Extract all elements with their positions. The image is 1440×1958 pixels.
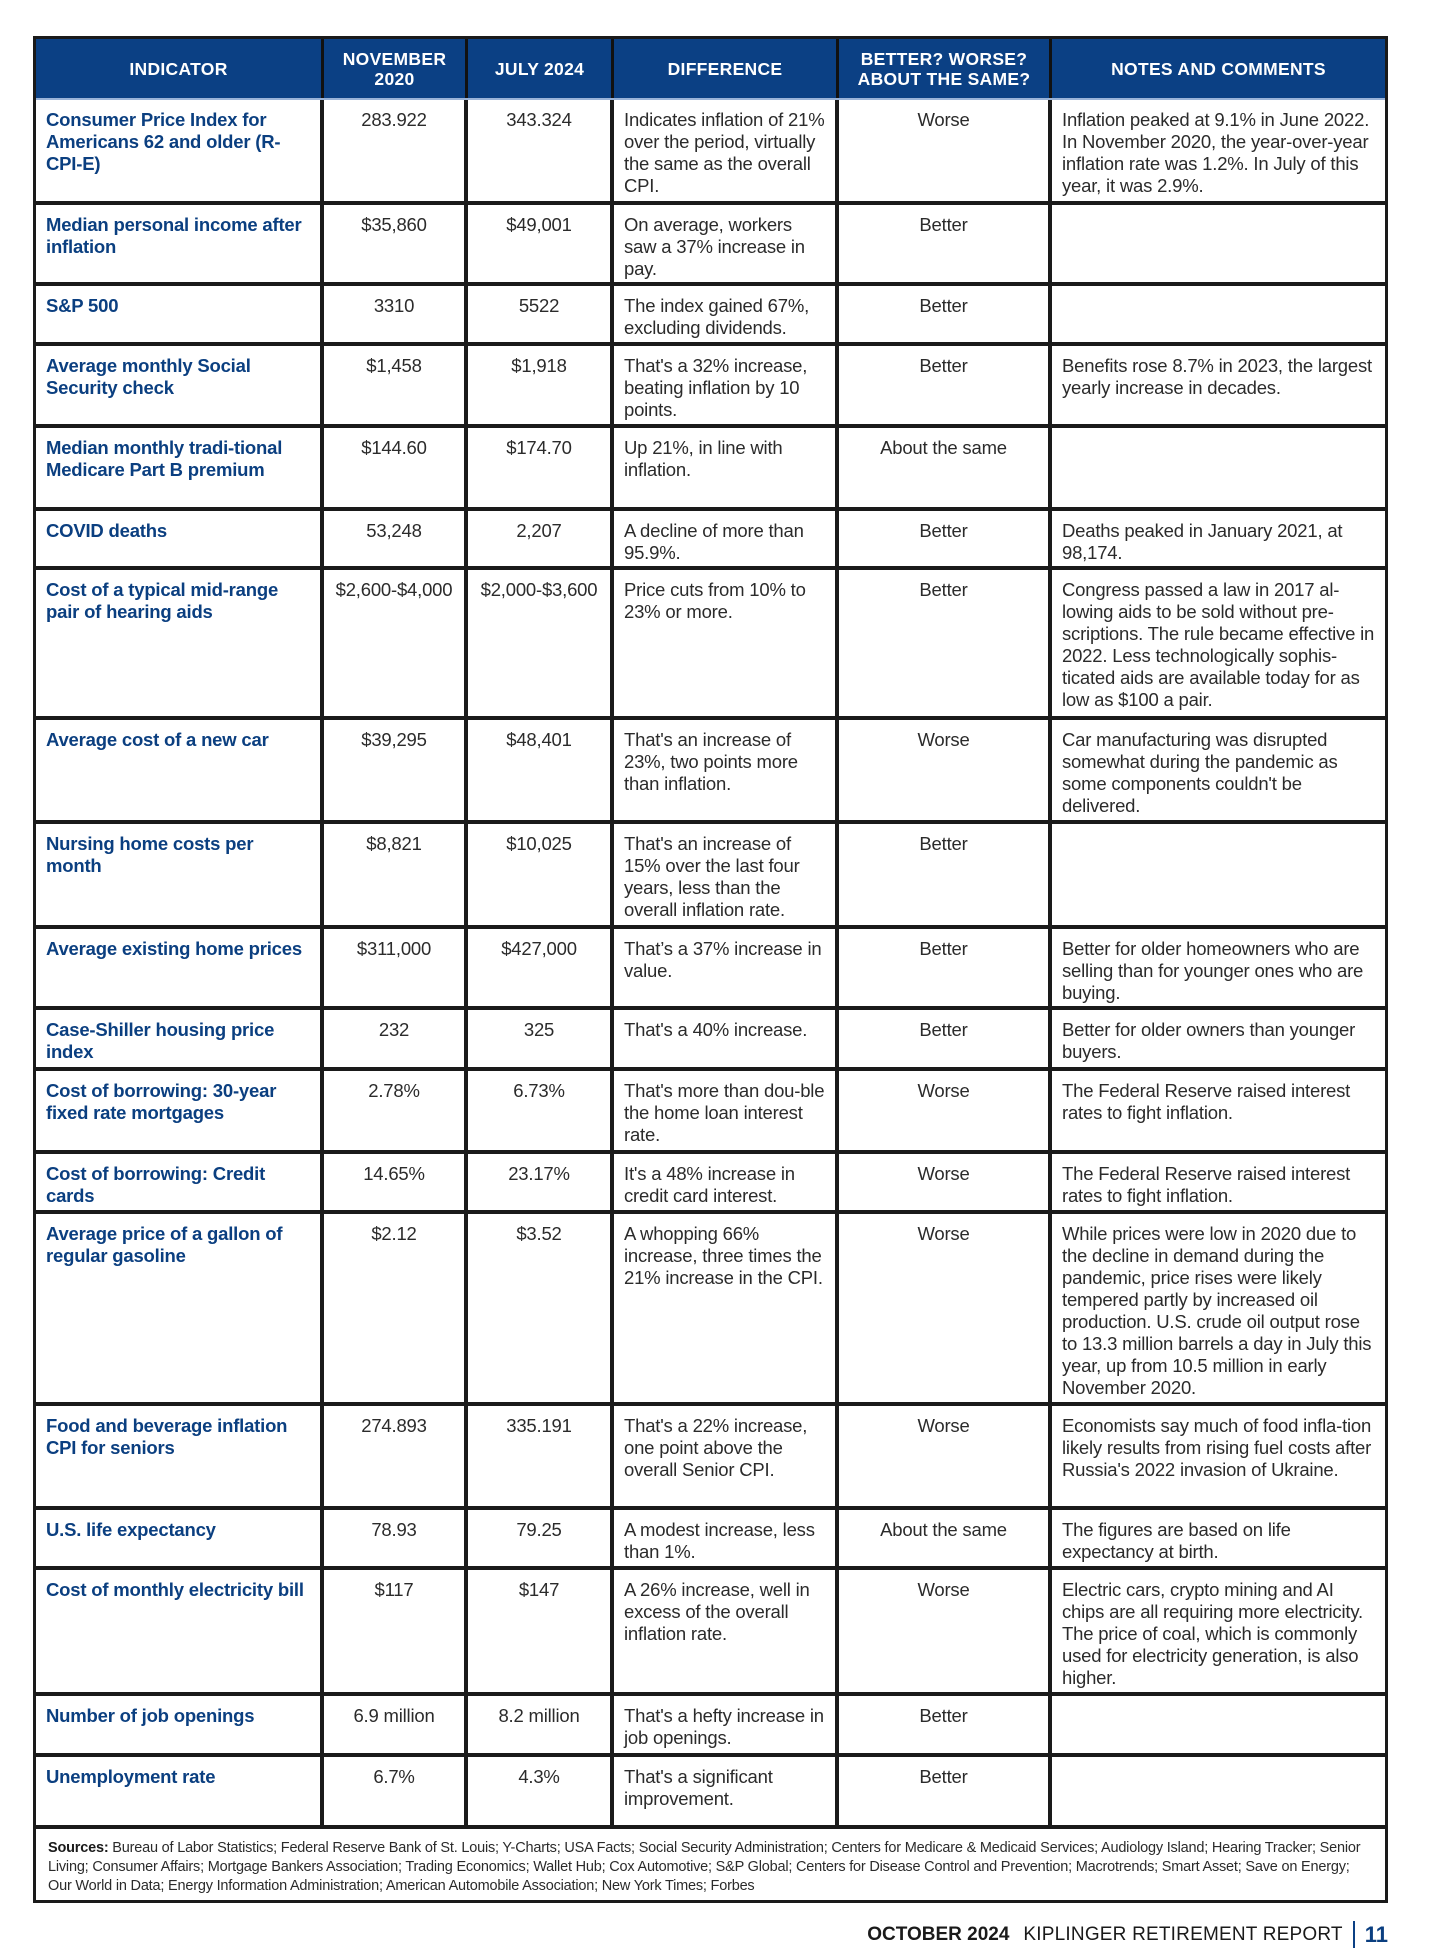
july-2024-value: $10,025 xyxy=(468,824,614,925)
indicator-cell: S&P 500 xyxy=(36,286,324,342)
november-2020-value: 232 xyxy=(324,1010,468,1067)
notes-cell: Benefits rose 8.7% in 2023, the largest yearly increase in decades. xyxy=(1062,355,1372,398)
july-2024-value: 79.25 xyxy=(468,1510,614,1566)
november-2020-value: 283.922 xyxy=(324,100,468,201)
table-row xyxy=(36,1010,1385,1071)
page-footer xyxy=(867,1921,1388,1948)
difference-cell: It's a 48% increase in credit card interest. xyxy=(614,1154,839,1210)
november-2020-value: $39,295 xyxy=(324,720,468,820)
assessment-cell: Worse xyxy=(839,1406,1052,1506)
november-2020-value: 53,248 xyxy=(324,511,468,566)
table-row xyxy=(36,570,1385,720)
difference-cell: Price cuts from 10% to 23% or more. xyxy=(614,570,839,716)
difference-cell: That's a 40% increase. xyxy=(614,1010,839,1067)
assessment-cell: Better xyxy=(839,1757,1052,1825)
july-2024-value: $3.52 xyxy=(468,1214,614,1402)
assessment-cell: Worse xyxy=(839,1570,1052,1692)
issue-date: OCTOBER 2024 xyxy=(867,1923,1010,1945)
indicator-cell: Average monthly Social Security check xyxy=(36,346,324,424)
assessment-cell: Worse xyxy=(839,100,1052,201)
notes-cell: While prices were low in 2020 due to the decline in demand during the pandemic, price rises were likely tempered partly by increased oil production. U.S. crude oil output rose to 13.3 million barrels a day in July this year, up from 10.5 million in early November 2020. xyxy=(1062,1223,1372,1398)
assessment-cell: Worse xyxy=(839,1071,1052,1150)
july-2024-value: 335.191 xyxy=(468,1406,614,1506)
july-2024-value: $1,918 xyxy=(468,346,614,424)
notes-cell: Better for older owners than younger buyers. xyxy=(1062,1019,1356,1062)
difference-cell: The index gained 67%, excluding dividends. xyxy=(614,286,839,342)
assessment-cell: About the same xyxy=(839,428,1052,507)
header-difference: DIFFERENCE xyxy=(614,39,839,98)
difference-cell: A 26% increase, well in excess of the overall inflation rate. xyxy=(614,1570,839,1692)
november-2020-value: $311,000 xyxy=(324,929,468,1006)
july-2024-value: $427,000 xyxy=(468,929,614,1006)
november-2020-value: $2,600-$4,000 xyxy=(324,570,468,716)
assessment-cell: Better xyxy=(839,511,1052,566)
table-row xyxy=(36,1757,1385,1825)
indicator-cell: COVID deaths xyxy=(36,511,324,566)
indicator-cell: Average price of a gallon of regular gasoline xyxy=(36,1214,324,1402)
table-row xyxy=(36,929,1385,1010)
table-row xyxy=(36,1154,1385,1214)
table-row xyxy=(36,1406,1385,1510)
july-2024-value: 5522 xyxy=(468,286,614,342)
difference-cell: That's an increase of 23%, two points more than inflation. xyxy=(614,720,839,820)
indicator-cell: Number of job openings xyxy=(36,1696,324,1753)
notes-cell: Deaths peaked in January 2021, at 98,174. xyxy=(1062,520,1343,563)
table-row xyxy=(36,720,1385,824)
july-2024-value: $2,000-$3,600 xyxy=(468,570,614,716)
table-row xyxy=(36,1510,1385,1570)
indicator-cell: U.S. life expectancy xyxy=(36,1510,324,1566)
sources-label: Sources: xyxy=(48,1840,109,1856)
header-november-2020: NOVEMBER 2020 xyxy=(324,39,468,98)
july-2024-value: 23.17% xyxy=(468,1154,614,1210)
notes-cell: Electric cars, crypto mining and AI chips are all requiring more electricity. The price of coal, which is commonly used for electricity generation, is also higher. xyxy=(1062,1579,1363,1688)
table-row xyxy=(36,286,1385,346)
difference-cell: A modest increase, less than 1%. xyxy=(614,1510,839,1566)
assessment-cell: Worse xyxy=(839,1214,1052,1402)
difference-cell: A whopping 66% increase, three times the 21% increase in the CPI. xyxy=(614,1214,839,1402)
notes-cell xyxy=(1052,1696,1385,1753)
july-2024-value: 4.3% xyxy=(468,1757,614,1825)
notes-cell: Congress passed a law in 2017 al-lowing aids to be sold without pre-scriptions. The rule became effective in 2022. Less technologically sophis-ticated aids are available today for as low as $100 a pair. xyxy=(1062,579,1375,710)
indicator-cell: Cost of borrowing: 30-year fixed rate mortgages xyxy=(36,1071,324,1150)
november-2020-value: 6.9 million xyxy=(324,1696,468,1753)
difference-cell: That’s a 37% increase in value. xyxy=(614,929,839,1006)
november-2020-value: $2.12 xyxy=(324,1214,468,1402)
notes-cell: The figures are based on life expectancy at birth. xyxy=(1062,1519,1291,1562)
difference-cell: That's a 32% increase, beating inflation by 10 points. xyxy=(614,346,839,424)
november-2020-value: $1,458 xyxy=(324,346,468,424)
notes-cell: Car manufacturing was disrupted somewhat during the pandemic as some components couldn't be delivered. xyxy=(1062,729,1338,816)
table-row xyxy=(36,824,1385,929)
july-2024-value: 2,207 xyxy=(468,511,614,566)
assessment-cell: Worse xyxy=(839,1154,1052,1210)
table-row xyxy=(36,346,1385,428)
difference-cell: That's a significant improvement. xyxy=(614,1757,839,1825)
assessment-cell: Worse xyxy=(839,720,1052,820)
assessment-cell: Better xyxy=(839,286,1052,342)
july-2024-value: $48,401 xyxy=(468,720,614,820)
november-2020-value: $144.60 xyxy=(324,428,468,507)
indicator-cell: Median personal income after inflation xyxy=(36,205,324,282)
notes-cell xyxy=(1052,1757,1385,1825)
table-row xyxy=(36,1570,1385,1696)
indicator-cell: Food and beverage inflation CPI for seniors xyxy=(36,1406,324,1506)
notes-cell: Inflation peaked at 9.1% in June 2022. In November 2020, the year-over-year inflation rate was 1.2%. In July of this year, it was 2.9%. xyxy=(1062,109,1370,196)
indicator-cell: Average existing home prices xyxy=(36,929,324,1006)
assessment-cell: Better xyxy=(839,346,1052,424)
november-2020-value: 6.7% xyxy=(324,1757,468,1825)
table-row xyxy=(36,205,1385,286)
notes-cell: The Federal Reserve raised interest rates to fight inflation. xyxy=(1062,1163,1351,1206)
table-row xyxy=(36,428,1385,511)
notes-cell: The Federal Reserve raised interest rates to fight inflation. xyxy=(1062,1080,1351,1123)
table-row xyxy=(36,1696,1385,1757)
indicator-cell: Average cost of a new car xyxy=(36,720,324,820)
assessment-cell: Better xyxy=(839,570,1052,716)
july-2024-value: $49,001 xyxy=(468,205,614,282)
november-2020-value: 3310 xyxy=(324,286,468,342)
table-row xyxy=(36,100,1385,205)
july-2024-value: 8.2 million xyxy=(468,1696,614,1753)
notes-cell xyxy=(1052,286,1385,342)
table-header-row xyxy=(36,39,1385,100)
assessment-cell: Better xyxy=(839,824,1052,925)
assessment-cell: Better xyxy=(839,205,1052,282)
difference-cell: On average, workers saw a 37% increase in pay. xyxy=(614,205,839,282)
july-2024-value: 343.324 xyxy=(468,100,614,201)
november-2020-value: $35,860 xyxy=(324,205,468,282)
assessment-cell: About the same xyxy=(839,1510,1052,1566)
november-2020-value: 14.65% xyxy=(324,1154,468,1210)
indicator-cell: Cost of monthly electricity bill xyxy=(36,1570,324,1692)
table-row xyxy=(36,1071,1385,1154)
table-row xyxy=(36,1214,1385,1406)
indicator-cell: Cost of a typical mid-range pair of hearing aids xyxy=(36,570,324,716)
indicator-cell: Consumer Price Index for Americans 62 and older (R-CPI-E) xyxy=(36,100,324,201)
difference-cell: That's a hefty increase in job openings. xyxy=(614,1696,839,1753)
table-row xyxy=(36,511,1385,570)
publication-name: KIPLINGER RETIREMENT REPORT xyxy=(1023,1923,1343,1945)
sources-text: Bureau of Labor Statistics; Federal Reserve Bank of St. Louis; Y-Charts; USA Facts; Social Security Administration; Centers for Medicare & Medicaid Services; Audiology Island; Hearing Tracker; Senior Living; Consumer Affairs; Mortgage Bankers Association; Trading Economics; Wallet Hub; Cox Automotive; S&P Global; Centers for Disease Control and Prevention; Macrotrends; Smart Asset; Save on Energy; Our World in Data; Energy Information Administration; American Automobile Association; New York Times; Forbes xyxy=(48,1840,1361,1894)
july-2024-value: $174.70 xyxy=(468,428,614,507)
july-2024-value: 325 xyxy=(468,1010,614,1067)
header-july-2024: JULY 2024 xyxy=(468,39,614,98)
november-2020-value: 274.893 xyxy=(324,1406,468,1506)
difference-cell: That's an increase of 15% over the last four years, less than the overall inflation rate. xyxy=(614,824,839,925)
july-2024-value: $147 xyxy=(468,1570,614,1692)
header-assessment: BETTER? WORSE? ABOUT THE SAME? xyxy=(839,39,1052,98)
november-2020-value: 78.93 xyxy=(324,1510,468,1566)
difference-cell: A decline of more than 95.9%. xyxy=(614,511,839,566)
header-notes: NOTES AND COMMENTS xyxy=(1111,58,1326,79)
november-2020-value: $117 xyxy=(324,1570,468,1692)
indicator-cell: Unemployment rate xyxy=(36,1757,324,1825)
notes-cell xyxy=(1052,428,1385,507)
november-2020-value: $8,821 xyxy=(324,824,468,925)
footer-divider xyxy=(1353,1921,1355,1948)
comparison-table xyxy=(33,36,1388,1903)
indicator-cell: Median monthly tradi-tional Medicare Part B premium xyxy=(36,428,324,507)
indicator-cell: Nursing home costs per month xyxy=(36,824,324,925)
november-2020-value: 2.78% xyxy=(324,1071,468,1150)
header-indicator: INDICATOR xyxy=(36,39,324,98)
notes-cell: Economists say much of food infla-tion likely results from rising fuel costs after Russia's 2022 invasion of Ukraine. xyxy=(1062,1415,1372,1480)
difference-cell: That's a 22% increase, one point above the overall Senior CPI. xyxy=(614,1406,839,1506)
sources-note xyxy=(36,1825,1385,1900)
assessment-cell: Better xyxy=(839,1696,1052,1753)
assessment-cell: Better xyxy=(839,1010,1052,1067)
notes-cell: Better for older homeowners who are selling than for younger ones who are buying. xyxy=(1062,938,1364,1003)
page-number: 11 xyxy=(1364,1921,1388,1947)
difference-cell: Indicates inflation of 21% over the period, virtually the same as the overall CPI. xyxy=(614,100,839,201)
indicator-cell: Cost of borrowing: Credit cards xyxy=(36,1154,324,1210)
july-2024-value: 6.73% xyxy=(468,1071,614,1150)
difference-cell: Up 21%, in line with inflation. xyxy=(614,428,839,507)
difference-cell: That's more than dou-ble the home loan interest rate. xyxy=(614,1071,839,1150)
assessment-cell: Better xyxy=(839,929,1052,1006)
notes-cell xyxy=(1052,824,1385,925)
indicator-cell: Case-Shiller housing price index xyxy=(36,1010,324,1067)
notes-cell xyxy=(1052,205,1385,282)
